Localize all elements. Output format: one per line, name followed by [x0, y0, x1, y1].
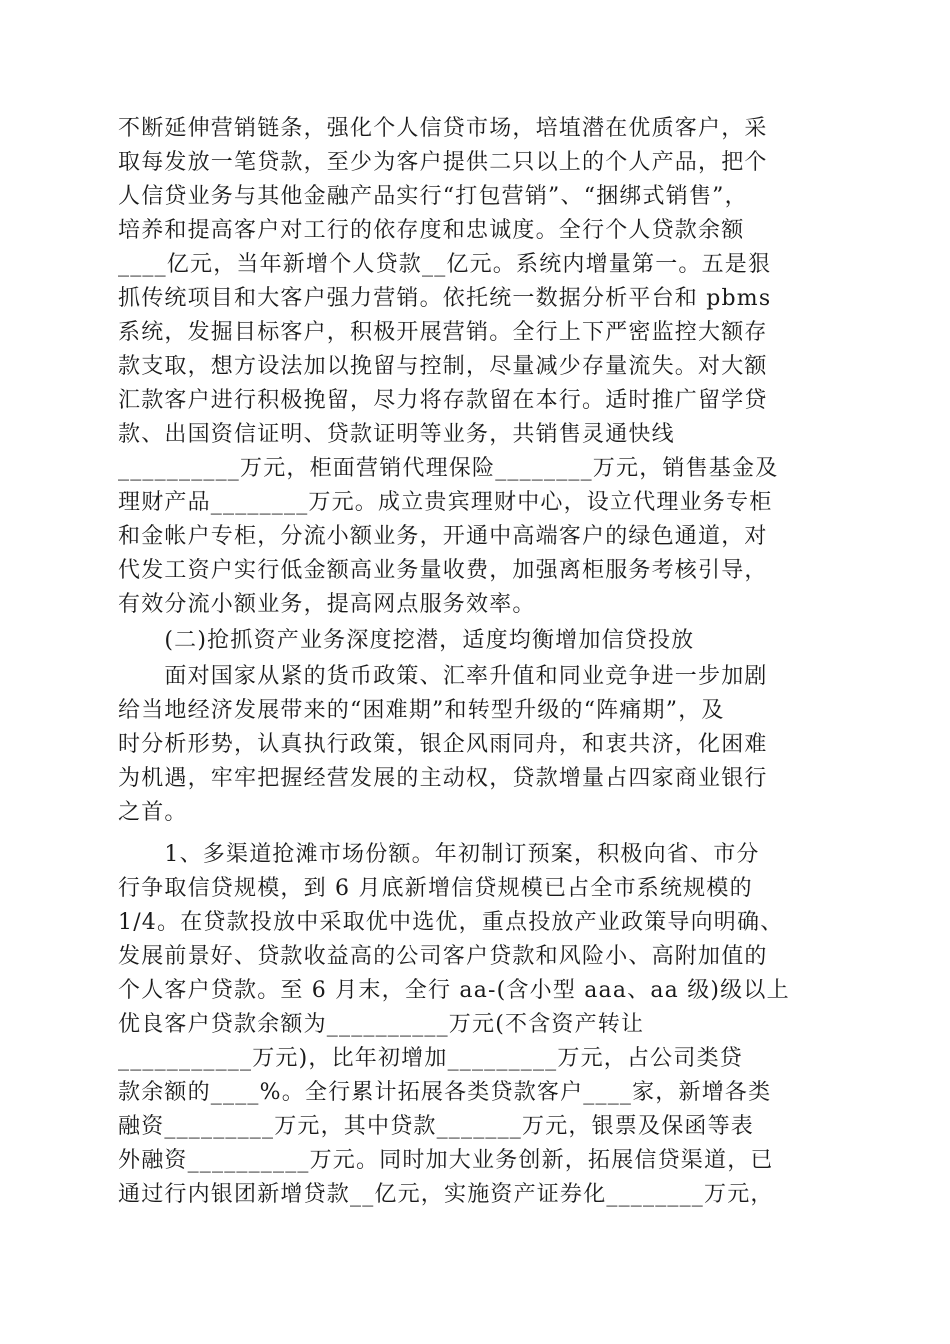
text-line: 为机遇，牢牢把握经营发展的主动权，贷款增量占四家商业银行 — [118, 766, 768, 791]
text-line: 不断延伸营销链条，强化个人信贷市场，培埴潜在优质客户，采 — [118, 116, 768, 141]
text-line: 通过行内银团新增贷款__亿元，实施资产证券化________万元， — [118, 1182, 774, 1207]
text-line: 人信贷业务与其他金融产品实行“打包营销”、“捆绑式销售”， — [118, 184, 748, 209]
text-line: 之首。 — [118, 800, 188, 825]
text-line: 理财产品________万元。成立贵宾理财中心，设立代理业务专柜 — [118, 490, 773, 515]
text-line: 培养和提高客户对工行的依存度和忠诚度。全行个人贷款余额 — [118, 218, 745, 243]
text-line: 款支取，想方设法加以挽留与控制，尽量减少存量流失。对大额 — [118, 354, 768, 379]
text-line: 款、出国资信证明、贷款证明等业务，共销售灵通快线 — [118, 422, 675, 447]
text-line: 行争取信贷规模，到 6 月底新增信贷规模已占全市系统规模的 — [118, 876, 753, 901]
text-line: 代发工资户实行低金额高业务量收费，加强离柜服务考核引导， — [118, 558, 768, 583]
text-line: ___________万元)，比年初增加_________万元，占公司类贷 — [118, 1046, 743, 1071]
text-line: 发展前景好、贷款收益高的公司客户贷款和风险小、高附加值的 — [118, 944, 768, 969]
paragraph-policy — [118, 660, 840, 830]
text-line: 个人客户贷款。至 6 月末，全行 aa-(含小型 aaa、aa 级)级以上 — [118, 978, 790, 1003]
text-line: 和金帐户专柜，分流小额业务，开通中高端客户的绿色通道，对 — [118, 524, 768, 549]
text-line: 抓传统项目和大客户强力营销。依托统一数据分析平台和 pbms — [118, 286, 772, 311]
text-line: 给当地经济发展带来的“困难期”和转型升级的“阵痛期”，及 — [118, 698, 725, 723]
paragraph-credit — [118, 838, 840, 1212]
text-line: 款余额的____%。全行累计拓展各类贷款客户____家，新增各类 — [118, 1080, 772, 1105]
paragraph-marketing — [118, 112, 840, 622]
section-heading — [118, 624, 840, 658]
text-line: 汇款客户进行积极挽留，尽力将存款留在本行。适时推广留学贷 — [118, 388, 768, 413]
text-line: 系统，发掘目标客户，积极开展营销。全行上下严密监控大额存 — [118, 320, 768, 345]
heading-line: (二)抢抓资产业务深度挖潜，适度均衡增加信贷投放 — [118, 628, 695, 653]
text-line: 优良客户贷款余额为__________万元(不含资产转让 — [118, 1012, 645, 1037]
text-line: 融资_________万元，其中贷款_______万元，银票及保函等表 — [118, 1114, 755, 1139]
text-line: 有效分流小额业务，提高网点服务效率。 — [118, 592, 536, 617]
text-line: ____亿元，当年新增个人贷款__亿元。系统内增量第一。五是狠 — [118, 252, 772, 277]
text-line: 外融资__________万元。同时加大业务创新，拓展信贷渠道，已 — [118, 1148, 774, 1173]
text-line: 1/4。在贷款投放中采取优中选优，重点投放产业政策导向明确、 — [118, 910, 784, 935]
text-line: __________万元，柜面营销代理保险________万元，销售基金及 — [118, 456, 779, 481]
text-line: 取每发放一笔贷款，至少为客户提供二只以上的个人产品，把个 — [118, 150, 768, 175]
text-line: 1、多渠道抢滩市场份额。年初制订预案，积极向省、市分 — [118, 842, 760, 867]
text-line: 面对国家从紧的货币政策、汇率升值和同业竞争进一步加剧 — [118, 664, 768, 689]
text-line: 时分析形势，认真执行政策，银企风雨同舟，和衷共济，化困难 — [118, 732, 768, 757]
